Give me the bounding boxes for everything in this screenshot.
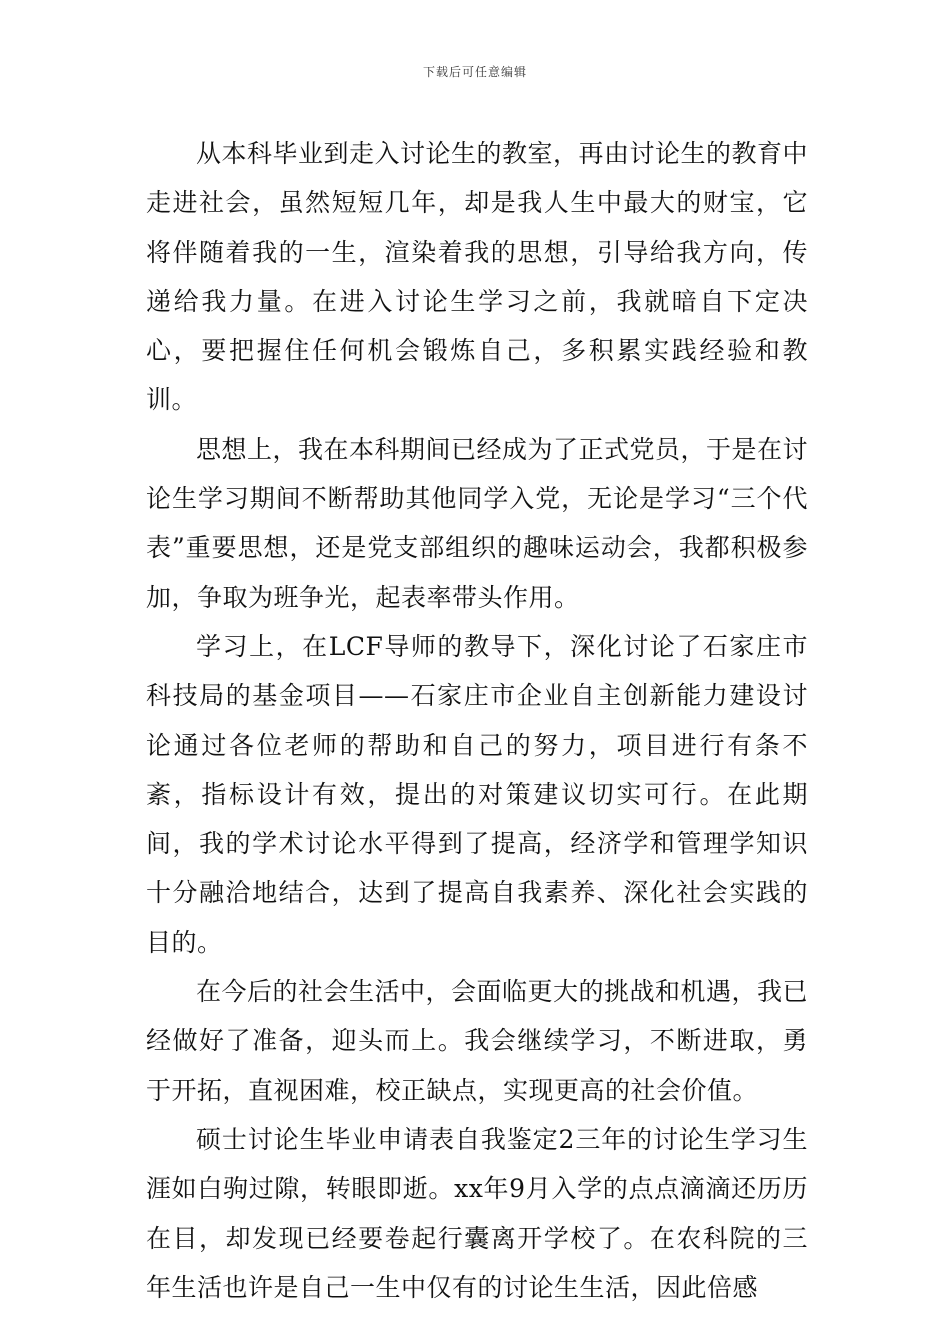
document-body bbox=[146, 129, 808, 1312]
paragraph: 硕士讨论生毕业申请表自我鉴定2三年的讨论生学习生涯如白驹过隙，转眼即逝。xx年9月入学的点点滴滴还历历在目，却发现已经要卷起行囊离开学校了。在农科院的三年生活也许是自己一生中仅有的讨论生生活，因此倍感 bbox=[146, 1124, 808, 1302]
paragraph: 学习上，在LCF导师的教导下，深化讨论了石家庄市科技局的基金项目——石家庄市企业自主创新能力建设讨论通过各位老师的帮助和自己的努力，项目进行有条不紊，指标设计有效，提出的对策建议切实可行。在此期间，我的学术讨论水平得到了提高，经济学和管理学知识十分融洽地结合，达到了提高自我素养、深化社会实践的目的。 bbox=[146, 631, 808, 957]
paragraph: 从本科毕业到走入讨论生的教室，再由讨论生的教育中走进社会，虽然短短几年，却是我人生中最大的财宝，它将伴随着我的一生，渲染着我的思想，引导给我方向，传递给我力量。在进入讨论生学习之前，我就暗自下定决心，要把握住任何机会锻炼自己，多积累实践经验和教训。 bbox=[146, 139, 809, 415]
paragraph: 在今后的社会生活中，会面临更大的挑战和机遇，我已经做好了准备，迎头而上。我会继续学习，不断进取，勇于开拓，直视困难，校正缺点，实现更高的社会价值。 bbox=[146, 977, 809, 1105]
header-note: 下载后可任意编辑 bbox=[422, 65, 527, 79]
paragraph: 思想上，我在本科期间已经成为了正式党员，于是在讨论生学习期间不断帮助其他同学入党，无论是学习“三个代表”重要思想，还是党支部组织的趣味运动会，我都积极参加，争取为班争光，起表率带头作用。 bbox=[146, 434, 809, 612]
